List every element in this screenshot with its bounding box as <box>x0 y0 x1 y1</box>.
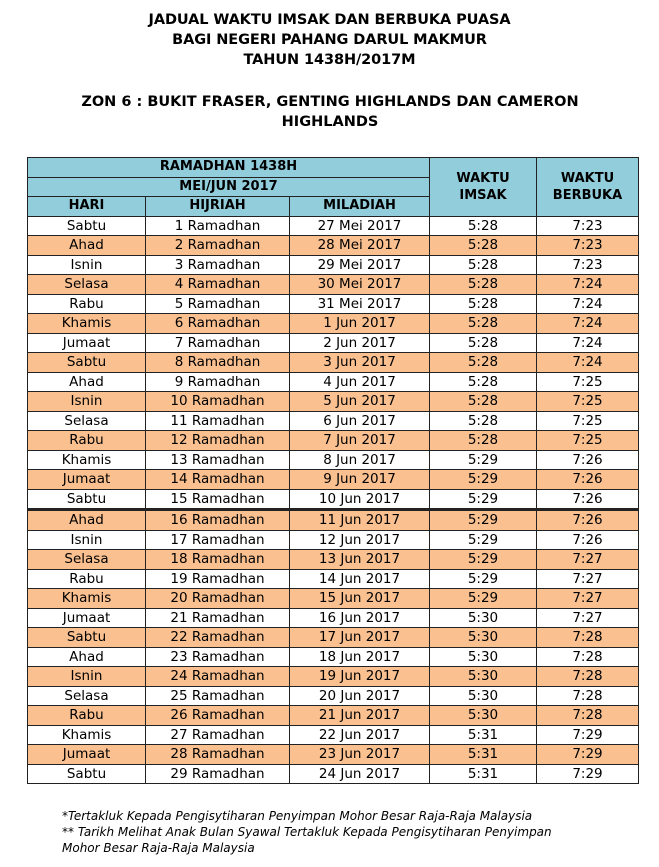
cell-imsak: 5:29 <box>430 510 537 531</box>
cell-hari: Sabtu <box>28 489 146 510</box>
header-hari: HARI <box>28 197 146 217</box>
cell-hari: Jumaat <box>28 333 146 353</box>
table-row <box>28 489 639 510</box>
cell-miladiah: 5 Jun 2017 <box>290 392 430 412</box>
cell-hari: Rabu <box>28 294 146 314</box>
cell-hijriah: 10 Ramadhan <box>146 392 290 412</box>
cell-berbuka: 7:25 <box>537 392 639 412</box>
table-row <box>28 353 639 373</box>
cell-berbuka: 7:23 <box>537 255 639 275</box>
title-line-2: BAGI NEGERI PAHANG DARUL MAKMUR <box>172 32 487 48</box>
cell-berbuka: 7:28 <box>537 686 639 706</box>
cell-imsak: 5:28 <box>430 411 537 431</box>
cell-hijriah: 9 Ramadhan <box>146 372 290 392</box>
cell-imsak: 5:28 <box>430 372 537 392</box>
cell-hijriah: 26 Ramadhan <box>146 706 290 726</box>
cell-berbuka: 7:23 <box>537 216 639 236</box>
cell-miladiah: 16 Jun 2017 <box>290 608 430 628</box>
header-waktu-imsak <box>430 158 537 217</box>
cell-miladiah: 14 Jun 2017 <box>290 569 430 589</box>
table-row <box>28 510 639 531</box>
cell-imsak: 5:28 <box>430 333 537 353</box>
table-row <box>28 392 639 412</box>
cell-berbuka: 7:24 <box>537 333 639 353</box>
cell-hijriah: 20 Ramadhan <box>146 589 290 609</box>
cell-hari: Isnin <box>28 392 146 412</box>
cell-hijriah: 13 Ramadhan <box>146 450 290 470</box>
cell-hari: Ahad <box>28 372 146 392</box>
document-title <box>0 10 659 70</box>
header-berbuka-line-2: BERBUKA <box>552 187 623 203</box>
cell-miladiah: 31 Mei 2017 <box>290 294 430 314</box>
cell-hijriah: 15 Ramadhan <box>146 489 290 510</box>
cell-imsak: 5:29 <box>430 470 537 490</box>
cell-imsak: 5:28 <box>430 236 537 256</box>
cell-miladiah: 8 Jun 2017 <box>290 450 430 470</box>
header-hijriah: HIJRIAH <box>146 197 290 217</box>
schedule-body <box>28 216 639 784</box>
cell-imsak: 5:29 <box>430 489 537 510</box>
table-row <box>28 608 639 628</box>
cell-miladiah: 3 Jun 2017 <box>290 353 430 373</box>
footnotes <box>62 808 652 856</box>
cell-imsak: 5:31 <box>430 725 537 745</box>
cell-hijriah: 12 Ramadhan <box>146 431 290 451</box>
cell-berbuka: 7:27 <box>537 569 639 589</box>
cell-imsak: 5:28 <box>430 314 537 334</box>
cell-berbuka: 7:26 <box>537 530 639 550</box>
cell-berbuka: 7:29 <box>537 725 639 745</box>
cell-imsak: 5:29 <box>430 530 537 550</box>
cell-hari: Ahad <box>28 647 146 667</box>
cell-miladiah: 18 Jun 2017 <box>290 647 430 667</box>
cell-hijriah: 23 Ramadhan <box>146 647 290 667</box>
cell-hari: Isnin <box>28 530 146 550</box>
cell-hijriah: 17 Ramadhan <box>146 530 290 550</box>
cell-berbuka: 7:28 <box>537 647 639 667</box>
header-miladiah: MILADIAH <box>290 197 430 217</box>
cell-hari: Rabu <box>28 706 146 726</box>
cell-hijriah: 4 Ramadhan <box>146 275 290 295</box>
table-row <box>28 764 639 784</box>
cell-berbuka: 7:25 <box>537 372 639 392</box>
table-row <box>28 333 639 353</box>
footnote-1: *Tertakluk Kepada Pengisytiharan Penyimpan Mohor Besar Raja-Raja Malaysia <box>62 809 533 823</box>
cell-berbuka: 7:29 <box>537 764 639 784</box>
cell-miladiah: 2 Jun 2017 <box>290 333 430 353</box>
group-header-ramadhan: RAMADHAN 1438H <box>28 158 430 178</box>
title-line-3: TAHUN 1438H/2017M <box>243 52 416 68</box>
cell-miladiah: 27 Mei 2017 <box>290 216 430 236</box>
header-imsak-line-2: IMSAK <box>459 187 507 203</box>
title-line-1: JADUAL WAKTU IMSAK DAN BERBUKA PUASA <box>148 12 511 28</box>
table-row <box>28 372 639 392</box>
cell-imsak: 5:28 <box>430 431 537 451</box>
cell-hari: Selasa <box>28 411 146 431</box>
cell-hijriah: 18 Ramadhan <box>146 550 290 570</box>
cell-hijriah: 22 Ramadhan <box>146 628 290 648</box>
cell-hari: Selasa <box>28 686 146 706</box>
cell-imsak: 5:29 <box>430 450 537 470</box>
cell-imsak: 5:28 <box>430 216 537 236</box>
table-row <box>28 255 639 275</box>
cell-hari: Khamis <box>28 314 146 334</box>
cell-hijriah: 6 Ramadhan <box>146 314 290 334</box>
table-row <box>28 431 639 451</box>
cell-imsak: 5:30 <box>430 608 537 628</box>
cell-hijriah: 11 Ramadhan <box>146 411 290 431</box>
header-waktu-berbuka <box>537 158 639 217</box>
cell-imsak: 5:29 <box>430 569 537 589</box>
cell-miladiah: 1 Jun 2017 <box>290 314 430 334</box>
cell-hari: Sabtu <box>28 628 146 648</box>
cell-imsak: 5:30 <box>430 628 537 648</box>
cell-miladiah: 7 Jun 2017 <box>290 431 430 451</box>
cell-hijriah: 5 Ramadhan <box>146 294 290 314</box>
cell-miladiah: 13 Jun 2017 <box>290 550 430 570</box>
cell-berbuka: 7:25 <box>537 431 639 451</box>
cell-berbuka: 7:29 <box>537 745 639 765</box>
group-header-month: MEI/JUN 2017 <box>28 177 430 197</box>
cell-miladiah: 24 Jun 2017 <box>290 764 430 784</box>
cell-imsak: 5:30 <box>430 686 537 706</box>
table-row <box>28 550 639 570</box>
cell-hijriah: 19 Ramadhan <box>146 569 290 589</box>
cell-berbuka: 7:24 <box>537 294 639 314</box>
cell-imsak: 5:30 <box>430 706 537 726</box>
table-row <box>28 647 639 667</box>
table-row <box>28 294 639 314</box>
cell-hijriah: 7 Ramadhan <box>146 333 290 353</box>
cell-miladiah: 30 Mei 2017 <box>290 275 430 295</box>
cell-miladiah: 20 Jun 2017 <box>290 686 430 706</box>
cell-berbuka: 7:24 <box>537 275 639 295</box>
table-row <box>28 411 639 431</box>
header-berbuka-line-1: WAKTU <box>560 170 615 186</box>
cell-hijriah: 1 Ramadhan <box>146 216 290 236</box>
cell-imsak: 5:30 <box>430 667 537 687</box>
zone-heading <box>40 92 620 132</box>
footnote-2b: Mohor Besar Raja-Raja Malaysia <box>62 841 255 855</box>
table-row <box>28 236 639 256</box>
cell-hari: Khamis <box>28 725 146 745</box>
table-row <box>28 530 639 550</box>
cell-imsak: 5:28 <box>430 353 537 373</box>
cell-hijriah: 14 Ramadhan <box>146 470 290 490</box>
cell-berbuka: 7:28 <box>537 706 639 726</box>
cell-hari: Sabtu <box>28 764 146 784</box>
cell-miladiah: 4 Jun 2017 <box>290 372 430 392</box>
cell-imsak: 5:28 <box>430 255 537 275</box>
cell-hijriah: 28 Ramadhan <box>146 745 290 765</box>
cell-imsak: 5:30 <box>430 647 537 667</box>
cell-imsak: 5:28 <box>430 275 537 295</box>
cell-hijriah: 27 Ramadhan <box>146 725 290 745</box>
cell-hari: Selasa <box>28 275 146 295</box>
cell-berbuka: 7:28 <box>537 667 639 687</box>
table-row <box>28 314 639 334</box>
table-row <box>28 745 639 765</box>
cell-hijriah: 25 Ramadhan <box>146 686 290 706</box>
cell-miladiah: 9 Jun 2017 <box>290 470 430 490</box>
cell-imsak: 5:31 <box>430 764 537 784</box>
table-row <box>28 706 639 726</box>
cell-hari: Sabtu <box>28 353 146 373</box>
cell-berbuka: 7:28 <box>537 628 639 648</box>
cell-miladiah: 22 Jun 2017 <box>290 725 430 745</box>
cell-berbuka: 7:27 <box>537 589 639 609</box>
cell-hari: Ahad <box>28 236 146 256</box>
cell-berbuka: 7:26 <box>537 450 639 470</box>
cell-hijriah: 2 Ramadhan <box>146 236 290 256</box>
table-row <box>28 470 639 490</box>
footnote-2a: ** Tarikh Melihat Anak Bulan Syawal Tertakluk Kepada Pengisytiharan Penyimpan <box>62 825 552 839</box>
cell-hari: Isnin <box>28 667 146 687</box>
cell-berbuka: 7:24 <box>537 314 639 334</box>
zone-line-1: ZON 6 : BUKIT FRASER, GENTING HIGHLANDS DAN CAMERON <box>81 94 579 110</box>
cell-hari: Sabtu <box>28 216 146 236</box>
table-row <box>28 275 639 295</box>
cell-miladiah: 17 Jun 2017 <box>290 628 430 648</box>
header-imsak-line-1: WAKTU <box>456 170 510 186</box>
cell-miladiah: 29 Mei 2017 <box>290 255 430 275</box>
cell-imsak: 5:28 <box>430 294 537 314</box>
table-row <box>28 450 639 470</box>
cell-miladiah: 21 Jun 2017 <box>290 706 430 726</box>
table-row <box>28 589 639 609</box>
cell-hari: Jumaat <box>28 745 146 765</box>
cell-hari: Jumaat <box>28 608 146 628</box>
cell-hari: Selasa <box>28 550 146 570</box>
zone-line-2: HIGHLANDS <box>281 114 379 130</box>
cell-hari: Khamis <box>28 589 146 609</box>
cell-imsak: 5:29 <box>430 589 537 609</box>
cell-hari: Jumaat <box>28 470 146 490</box>
table-row <box>28 628 639 648</box>
cell-imsak: 5:28 <box>430 392 537 412</box>
cell-miladiah: 19 Jun 2017 <box>290 667 430 687</box>
cell-hari: Rabu <box>28 431 146 451</box>
cell-berbuka: 7:26 <box>537 489 639 510</box>
cell-hari: Ahad <box>28 510 146 531</box>
cell-berbuka: 7:27 <box>537 550 639 570</box>
cell-berbuka: 7:24 <box>537 353 639 373</box>
cell-hijriah: 29 Ramadhan <box>146 764 290 784</box>
cell-berbuka: 7:26 <box>537 470 639 490</box>
cell-hari: Khamis <box>28 450 146 470</box>
table-row <box>28 686 639 706</box>
cell-miladiah: 28 Mei 2017 <box>290 236 430 256</box>
table-row <box>28 667 639 687</box>
table-row <box>28 216 639 236</box>
cell-hijriah: 8 Ramadhan <box>146 353 290 373</box>
cell-imsak: 5:31 <box>430 745 537 765</box>
cell-berbuka: 7:26 <box>537 510 639 531</box>
cell-hijriah: 24 Ramadhan <box>146 667 290 687</box>
cell-berbuka: 7:25 <box>537 411 639 431</box>
table-row <box>28 569 639 589</box>
cell-miladiah: 10 Jun 2017 <box>290 489 430 510</box>
cell-miladiah: 15 Jun 2017 <box>290 589 430 609</box>
cell-miladiah: 6 Jun 2017 <box>290 411 430 431</box>
cell-hari: Rabu <box>28 569 146 589</box>
cell-hijriah: 3 Ramadhan <box>146 255 290 275</box>
schedule-table <box>27 157 639 784</box>
cell-miladiah: 11 Jun 2017 <box>290 510 430 531</box>
cell-hari: Isnin <box>28 255 146 275</box>
table-row <box>28 725 639 745</box>
cell-berbuka: 7:27 <box>537 608 639 628</box>
cell-miladiah: 12 Jun 2017 <box>290 530 430 550</box>
cell-berbuka: 7:23 <box>537 236 639 256</box>
cell-miladiah: 23 Jun 2017 <box>290 745 430 765</box>
cell-imsak: 5:29 <box>430 550 537 570</box>
cell-hijriah: 21 Ramadhan <box>146 608 290 628</box>
cell-hijriah: 16 Ramadhan <box>146 510 290 531</box>
